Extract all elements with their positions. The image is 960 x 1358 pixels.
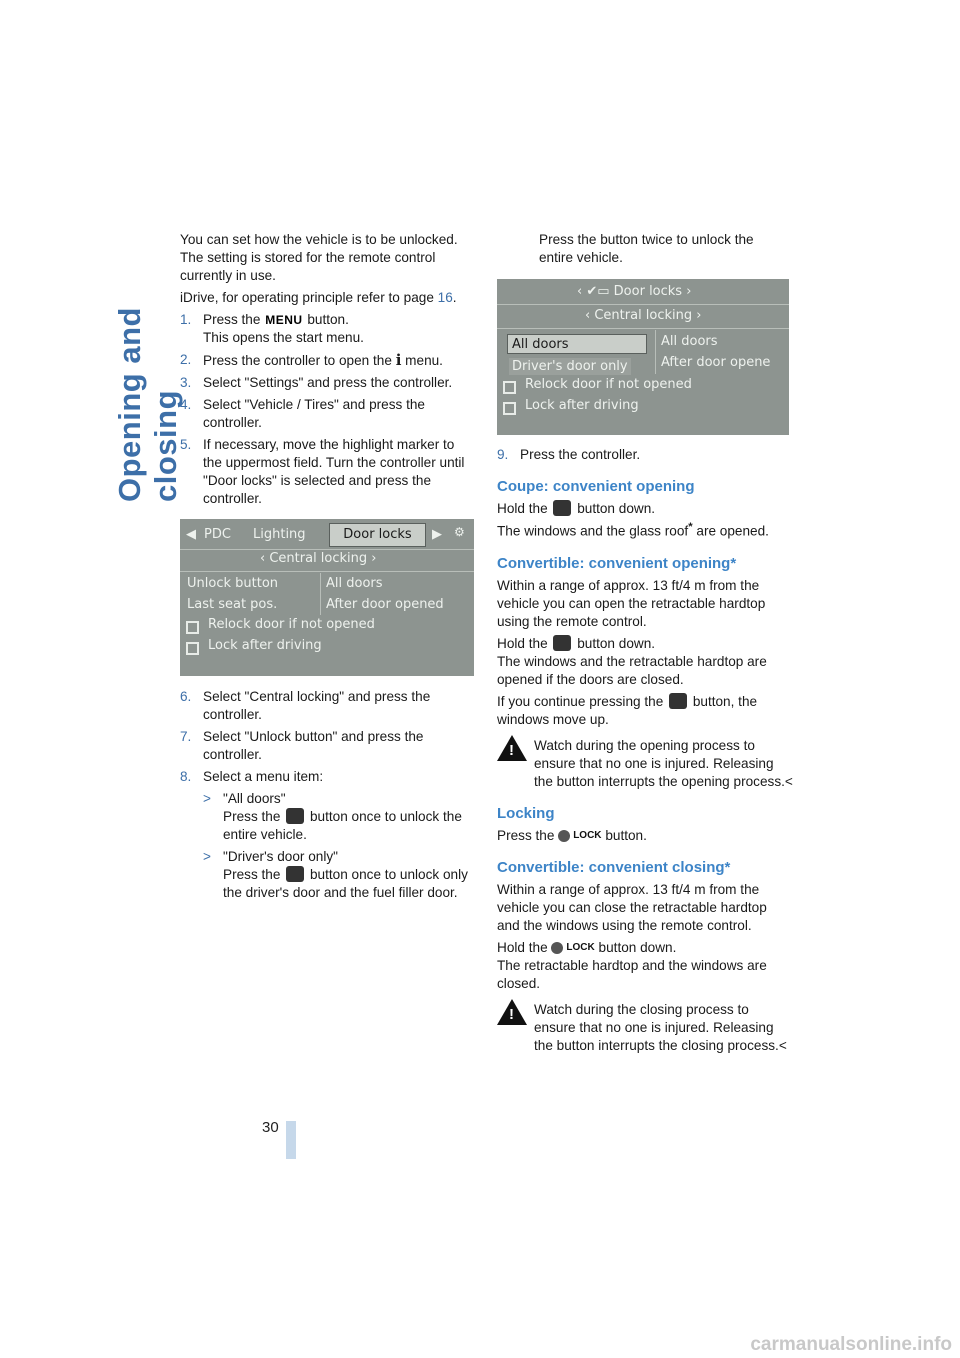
- tab-pdc: PDC: [204, 527, 231, 542]
- tab-lighting: Lighting: [253, 527, 306, 542]
- value-after-door: After door opene: [661, 355, 771, 370]
- step-7: 7. Select "Unlock button" and press the controller.: [180, 729, 424, 762]
- check-label: Lock after driving: [525, 398, 639, 413]
- value-all-doors: All doors: [661, 334, 718, 349]
- central-locking-subtitle: ‹ Central locking ›: [585, 308, 702, 323]
- conv-open-range: Within a range of approx. 13 ft/4 m from the vehicle you can open the retractable hardtop using the remote control.: [497, 577, 766, 629]
- unlock-button-icon: [286, 808, 304, 824]
- unlock-button-icon: [286, 866, 304, 882]
- checkbox-icon: [186, 642, 199, 655]
- unlock-button-icon: [669, 693, 687, 709]
- check-label: Relock door if not opened: [208, 617, 375, 632]
- settings-icon: ⚙: [454, 525, 465, 539]
- warning-icon: [497, 735, 527, 761]
- step-3: 3. Select "Settings" and press the controller.: [180, 375, 453, 390]
- page-marker-bar: [286, 1121, 296, 1159]
- left-column: [180, 231, 476, 512]
- step-9: 9. Press the controller.: [497, 447, 641, 462]
- row-value: All doors: [326, 576, 383, 591]
- checkbox-icon: [503, 381, 516, 394]
- left-column-lower: [180, 688, 476, 906]
- check-label: Lock after driving: [208, 638, 322, 653]
- step-1: 1. Press the MENU button. This opens the start menu.: [180, 312, 364, 345]
- conv-close-hold: Hold the LOCK button down. The retractable hardtop and the windows are closed.: [497, 939, 767, 991]
- heading-convertible-closing: Convertible: convenient closing*: [497, 858, 731, 876]
- watermark: carmanualsonline.info: [750, 1334, 952, 1355]
- row-value: After door opened: [326, 597, 444, 612]
- door-locks-title: ‹ ✔▭ Door locks ›: [577, 284, 692, 299]
- central-locking-subtitle: ‹ Central locking ›: [260, 551, 377, 566]
- checkbox-icon: [503, 402, 516, 415]
- lock-button-icon: LOCK: [558, 827, 601, 845]
- step-4: 4. Select "Vehicle / Tires" and press the controller.: [180, 397, 425, 430]
- unlock-button-icon: [553, 635, 571, 651]
- step-8: 8. Select a menu item:: [180, 769, 324, 784]
- option-all-doors: All doors: [507, 334, 647, 354]
- coupe-paragraph: Hold the button down. The windows and the glass roof* are opened.: [497, 501, 769, 539]
- info-icon: i: [395, 351, 402, 369]
- lock-button-icon: LOCK: [551, 939, 594, 957]
- check-car-icon: ✔▭: [586, 284, 610, 299]
- checkbox-icon: [186, 621, 199, 634]
- left-arrow-icon: ◀: [186, 527, 196, 542]
- heading-coupe-opening: Coupe: convenient opening: [497, 478, 695, 495]
- option-drivers-door: > "Driver's door only" Press the button once to unlock only the driver's door and the fuel filler door.: [203, 849, 468, 900]
- page-number: 30: [262, 1119, 279, 1136]
- check-label: Relock door if not opened: [525, 377, 692, 392]
- right-arrow-icon: ▶: [432, 527, 442, 542]
- conv-open-hold: Hold the button down. The windows and the retractable hardtop are opened if the doors are closed.: [497, 635, 767, 687]
- step-2: 2. Press the controller to open the i menu.: [180, 351, 443, 369]
- tab-door-locks: Door locks: [329, 523, 426, 547]
- heading-locking: Locking: [497, 804, 555, 822]
- conv-open-continue: If you continue pressing the button, the windows move up.: [497, 693, 758, 727]
- page-link[interactable]: 16: [437, 290, 453, 305]
- continuation-text: Press the button twice to unlock the entire vehicle.: [539, 232, 754, 265]
- heading-convertible-opening: Convertible: convenient opening*: [497, 554, 737, 572]
- warning-opening: ! Watch during the opening process to ensure that no one is injured. Releasing the button interrupts the opening process.<: [497, 737, 793, 791]
- chapter-side-title: Opening and closing: [112, 307, 183, 502]
- idrive-reference: iDrive, for operating principle refer to page 16.: [180, 290, 457, 305]
- step-6: 6. Select "Central locking" and press the controller.: [180, 689, 431, 722]
- locking-paragraph: Press the LOCK button.: [497, 827, 647, 843]
- right-column-top: [539, 231, 789, 271]
- warning-closing: ! Watch during the closing process to ensure that no one is injured. Releasing the button interrupts the closing process.<: [497, 1001, 793, 1055]
- option-drivers-door: Driver's door only: [509, 358, 631, 375]
- row-label: Unlock button: [187, 576, 279, 591]
- row-label: Last seat pos.: [187, 597, 278, 612]
- idrive-screen-central-locking: [497, 279, 789, 435]
- step-5: 5. If necessary, move the highlight marker to the uppermost field. Turn the controller until "Door locks" is selected and press the controller.: [180, 437, 465, 506]
- unlock-button-icon: [553, 500, 571, 516]
- conv-close-range: Within a range of approx. 13 ft/4 m from the vehicle you can close the retractable hardtop and the windows using the remote control.: [497, 881, 767, 933]
- warning-icon: [497, 999, 527, 1025]
- intro-paragraph: You can set how the vehicle is to be unlocked. The setting is stored for the remote control currently in use.: [180, 232, 458, 283]
- right-column: [497, 446, 793, 1059]
- option-all-doors: > "All doors" Press the button once to unlock the entire vehicle.: [203, 791, 462, 842]
- menu-button-icon: MENU: [265, 313, 303, 327]
- idrive-screen-door-locks: [180, 519, 474, 676]
